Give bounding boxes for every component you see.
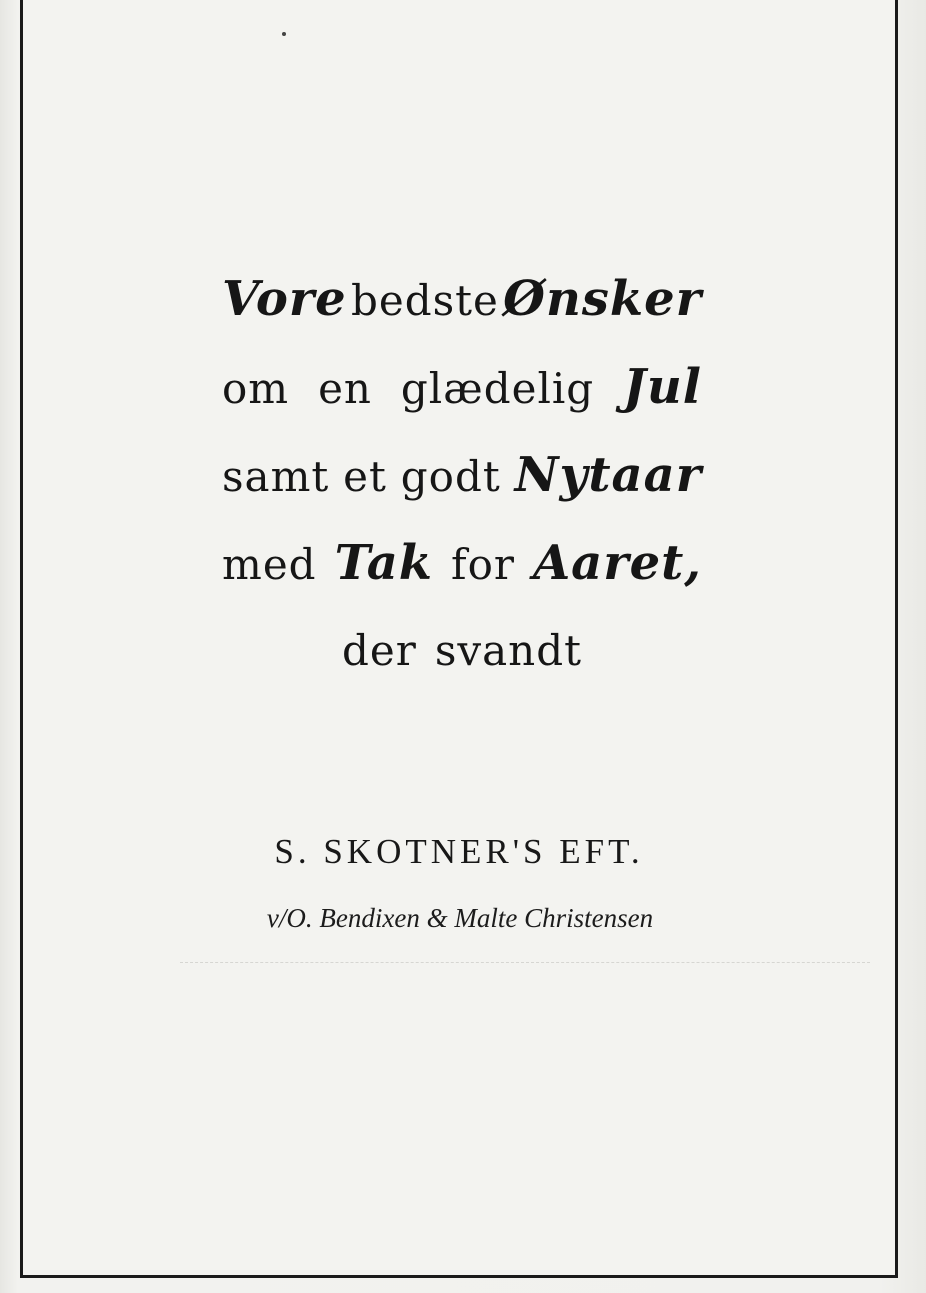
company-name: S. SKOTNER'S EFT. — [274, 832, 644, 871]
greeting-word: Jul — [623, 359, 702, 415]
greeting-word: der — [342, 626, 417, 675]
greeting-word: et — [343, 452, 387, 501]
greeting-line-1 — [222, 255, 702, 343]
greeting-word: samt — [222, 452, 330, 501]
greeting-word: med — [222, 540, 317, 589]
greeting-word: svandt — [434, 626, 582, 675]
christmas-greeting — [222, 255, 702, 695]
greeting-word: Tak — [334, 535, 434, 591]
greeting-word: bedste — [350, 276, 499, 325]
greeting-line-2 — [222, 343, 702, 431]
greeting-word: om — [222, 364, 290, 413]
greeting-word: Vore — [222, 271, 347, 327]
greeting-word: glædelig — [400, 364, 595, 413]
greeting-word: Ønsker — [503, 271, 702, 327]
greeting-line-3 — [222, 431, 702, 519]
greeting-word: Nytaar — [514, 447, 702, 503]
greeting-word: for — [451, 540, 515, 589]
company-owners: v/O. Bendixen & Malte Christensen — [266, 903, 654, 933]
faint-fold-line — [180, 962, 870, 963]
greeting-line-4 — [222, 519, 702, 607]
greeting-line-5 — [222, 607, 702, 695]
greeting-word: godt — [400, 452, 501, 501]
print-speck — [282, 32, 286, 36]
greeting-word: Aaret, — [532, 535, 702, 591]
greeting-word: en — [318, 364, 372, 413]
